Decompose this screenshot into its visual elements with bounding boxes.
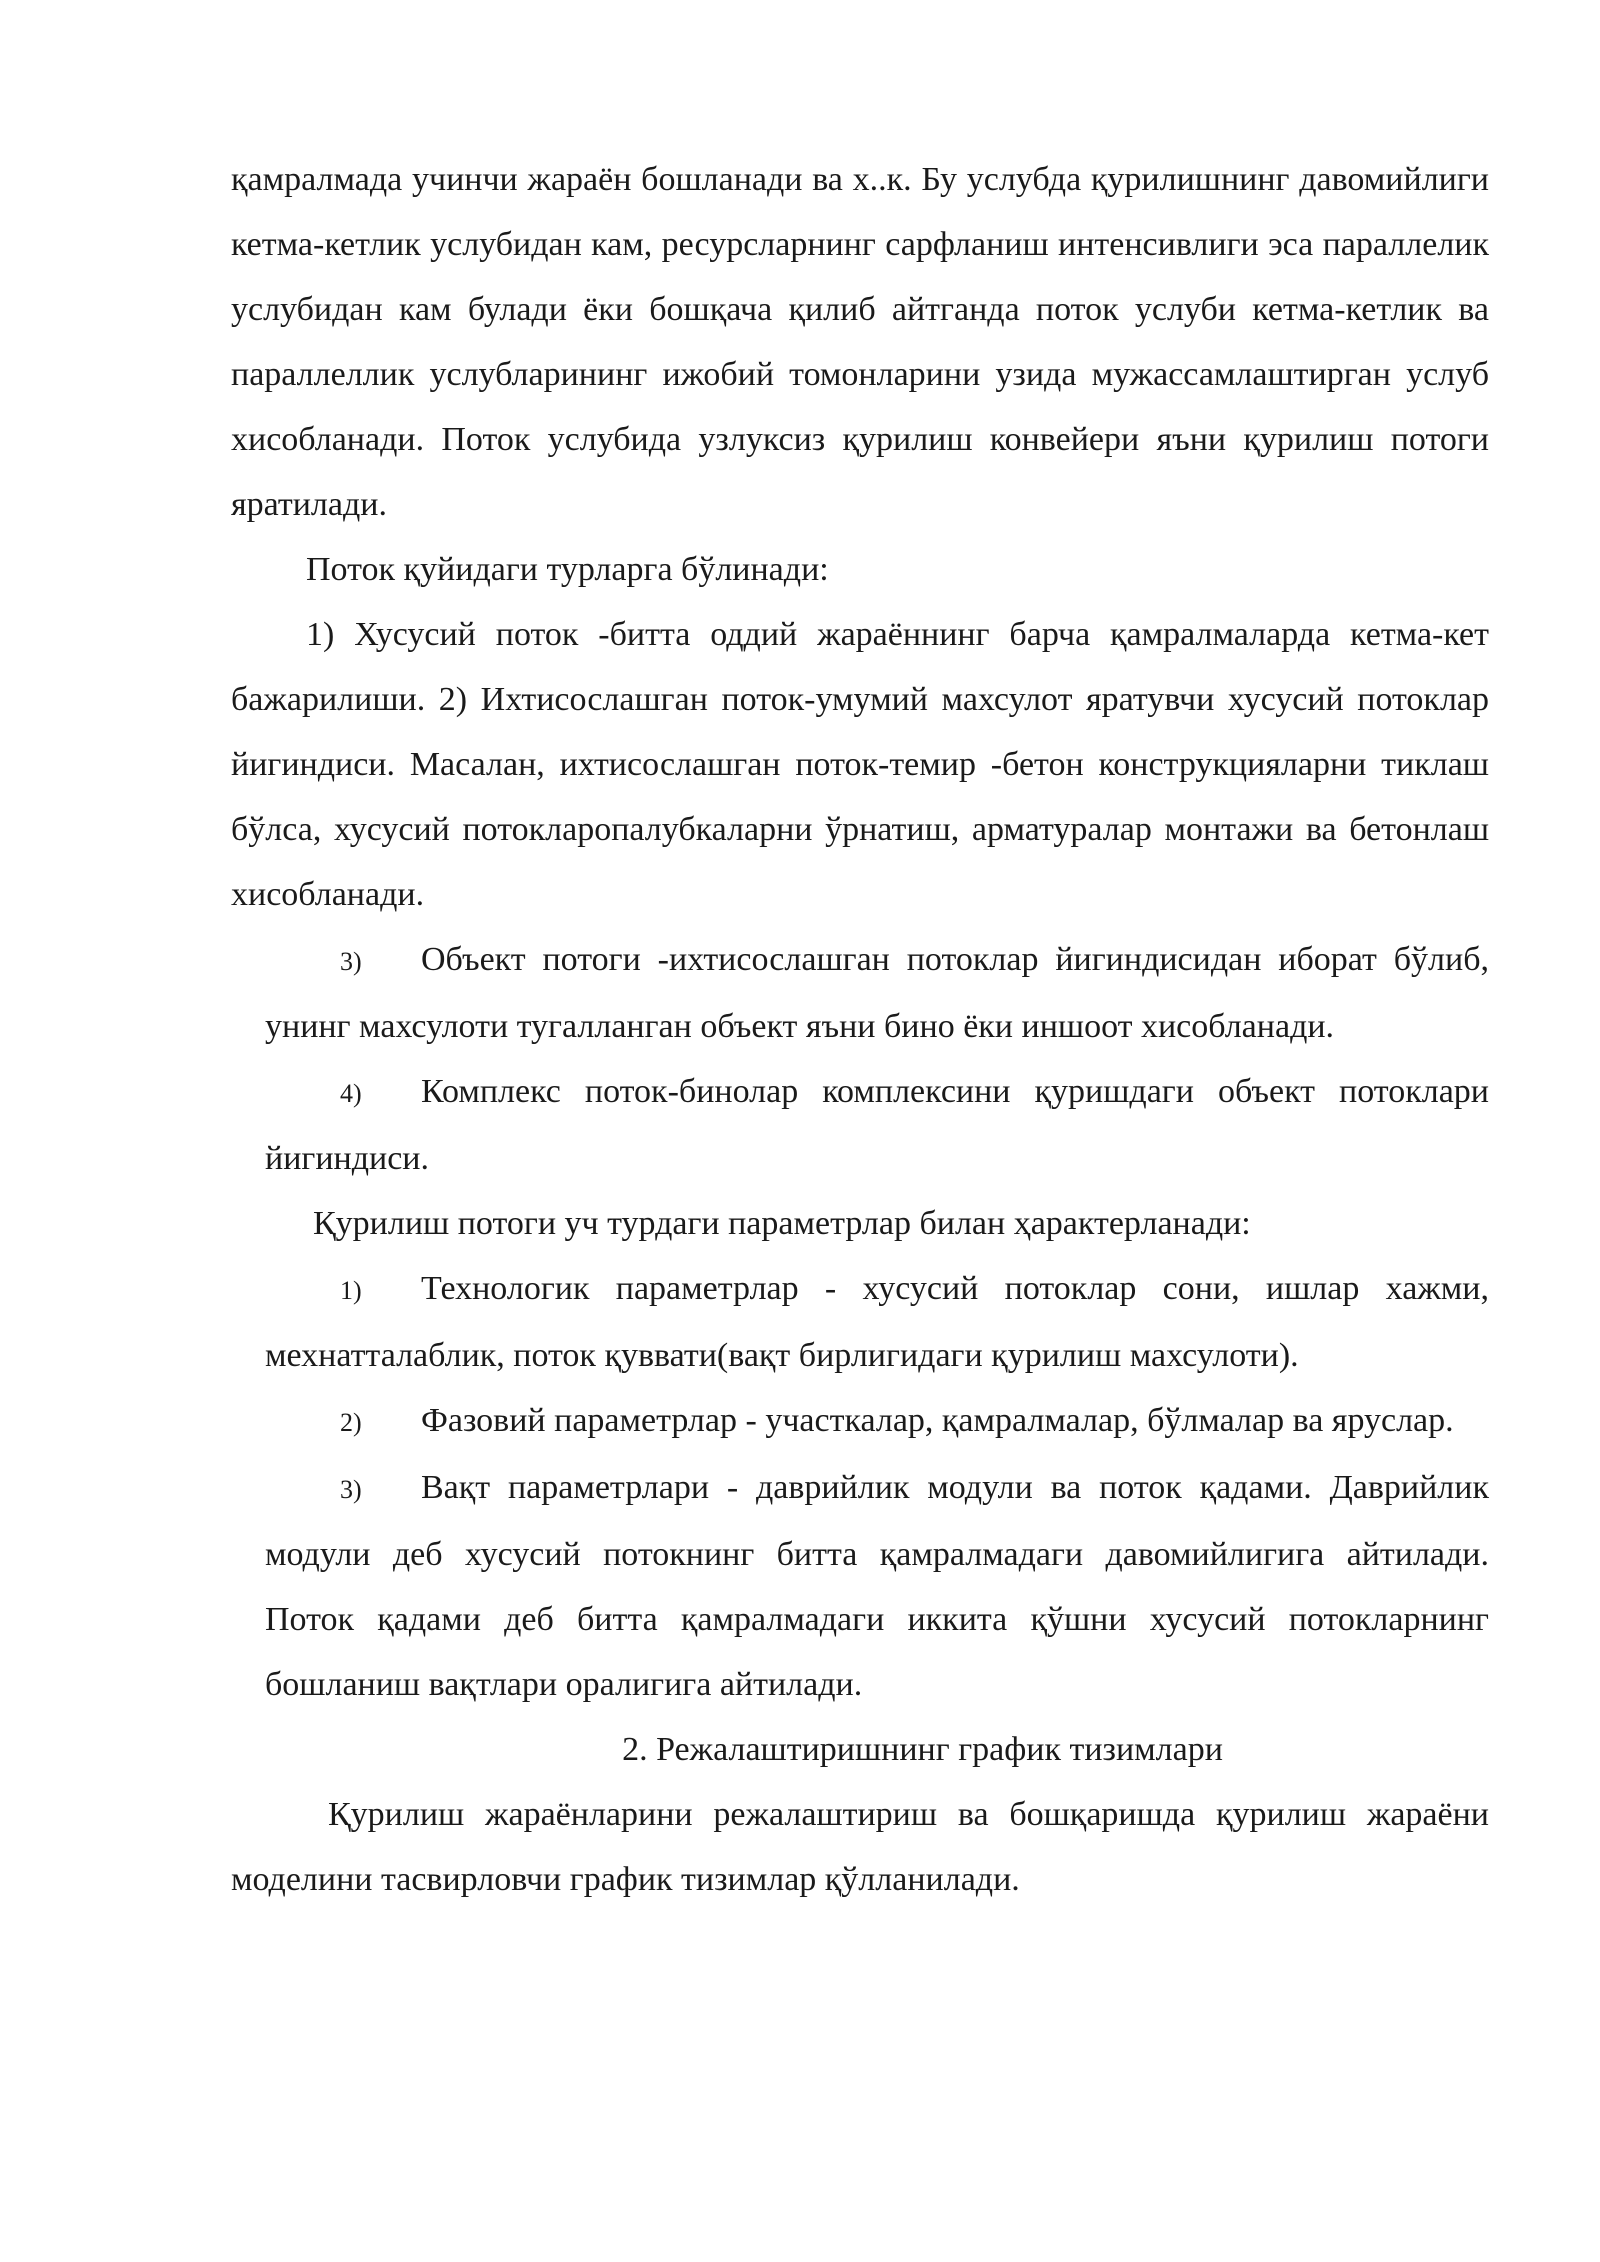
list-item-text: Технологик параметрлар - хусусий потоклар сони, ишлар хажми, мехнатталаблик, поток қуввати(вақт бирлигидаги қурилиш махсулоти). — [265, 1270, 1489, 1374]
paragraph-continuation: қамралмада учинчи жараён бошланади ва х..к. Бу услубда қурилишнинг давомийлиги кетма-кетлик услубидан кам, ресурсларнинг сарфланиш интенсивлиги эса параллелик услубидан кам булади ёки бошқача қилиб айтганда поток услуби кетма-кетлик ва параллеллик услубларининг ижобий томонларини узида мужассамлаштирган услуб хисобланади. Поток услубида узлуксиз қурилиш конвейери яъни қурилиш потоги яратилади. — [231, 161, 1489, 523]
list-item-time-parameters — [265, 1455, 1489, 1717]
paragraph-flow-types-intro: Поток қуйидаги турларга бўлинади: — [306, 551, 829, 588]
document-body — [231, 147, 1489, 1912]
paragraph-graphic-systems: Қурилиш жараёнларини режалаштириш ва бошқаришда қурилиш жараёни моделини тасвирловчи график тизимлар қўлланилади. — [231, 1796, 1489, 1898]
list-item-complex-flow — [265, 1059, 1489, 1191]
section-heading: 2. Режалаштиришнинг график тизимлари — [622, 1731, 1223, 1768]
list-item-number: 1) — [340, 1276, 362, 1305]
list-item-text: Комплекс поток-бинолар комплексини қуришдаги объект потоклари йигиндиси. — [265, 1073, 1489, 1177]
paragraph-flow-types: 1) Хусусий поток -битта оддий жараённинг барча қамралмаларда кетма-кет бажарилиши. 2) Ихтисослашган поток-умумий махсулот яратувчи хусусий потоклар йигиндиси. Масалан, ихтисослашган поток-темир -бетон конструкцияларни тиклаш бўлса, хусусий потокларопалубкаларни ўрнатиш, арматуралар монтажи ва бетонлаш хисобланади. — [231, 616, 1489, 913]
list-item-text: Фазовий параметрлар - участкалар, қамралмалар, бўлмалар ва яруслар. — [421, 1402, 1454, 1439]
paragraph-parameters-intro: Қурилиш потоги уч турдаги параметрлар билан ҳарактерланади: — [313, 1205, 1251, 1242]
list-item-text: Вақт параметрлари - даврийлик модули ва поток қадами. Даврийлик модули деб хусусий потокнинг битта қамралмадаги давомийлигига айтилади. Поток қадами деб битта қамралмадаги иккита қўшни хусусий потокларнинг бошланиш вақтлари оралигига айтилади. — [265, 1469, 1489, 1703]
list-item-number: 4) — [340, 1079, 362, 1108]
list-item-number: 3) — [340, 1475, 362, 1504]
list-item-object-flow — [265, 927, 1489, 1059]
list-item-technological-parameters — [265, 1256, 1489, 1388]
list-item-number: 2) — [340, 1408, 362, 1437]
list-item-text: Объект потоги -ихтисослашган потоклар йигиндисидан иборат бўлиб, унинг махсулоти тугалланган объект яъни бино ёки иншоот хисобланади. — [265, 941, 1489, 1045]
list-item-spatial-parameters — [265, 1388, 1489, 1455]
list-item-number: 3) — [340, 947, 362, 976]
